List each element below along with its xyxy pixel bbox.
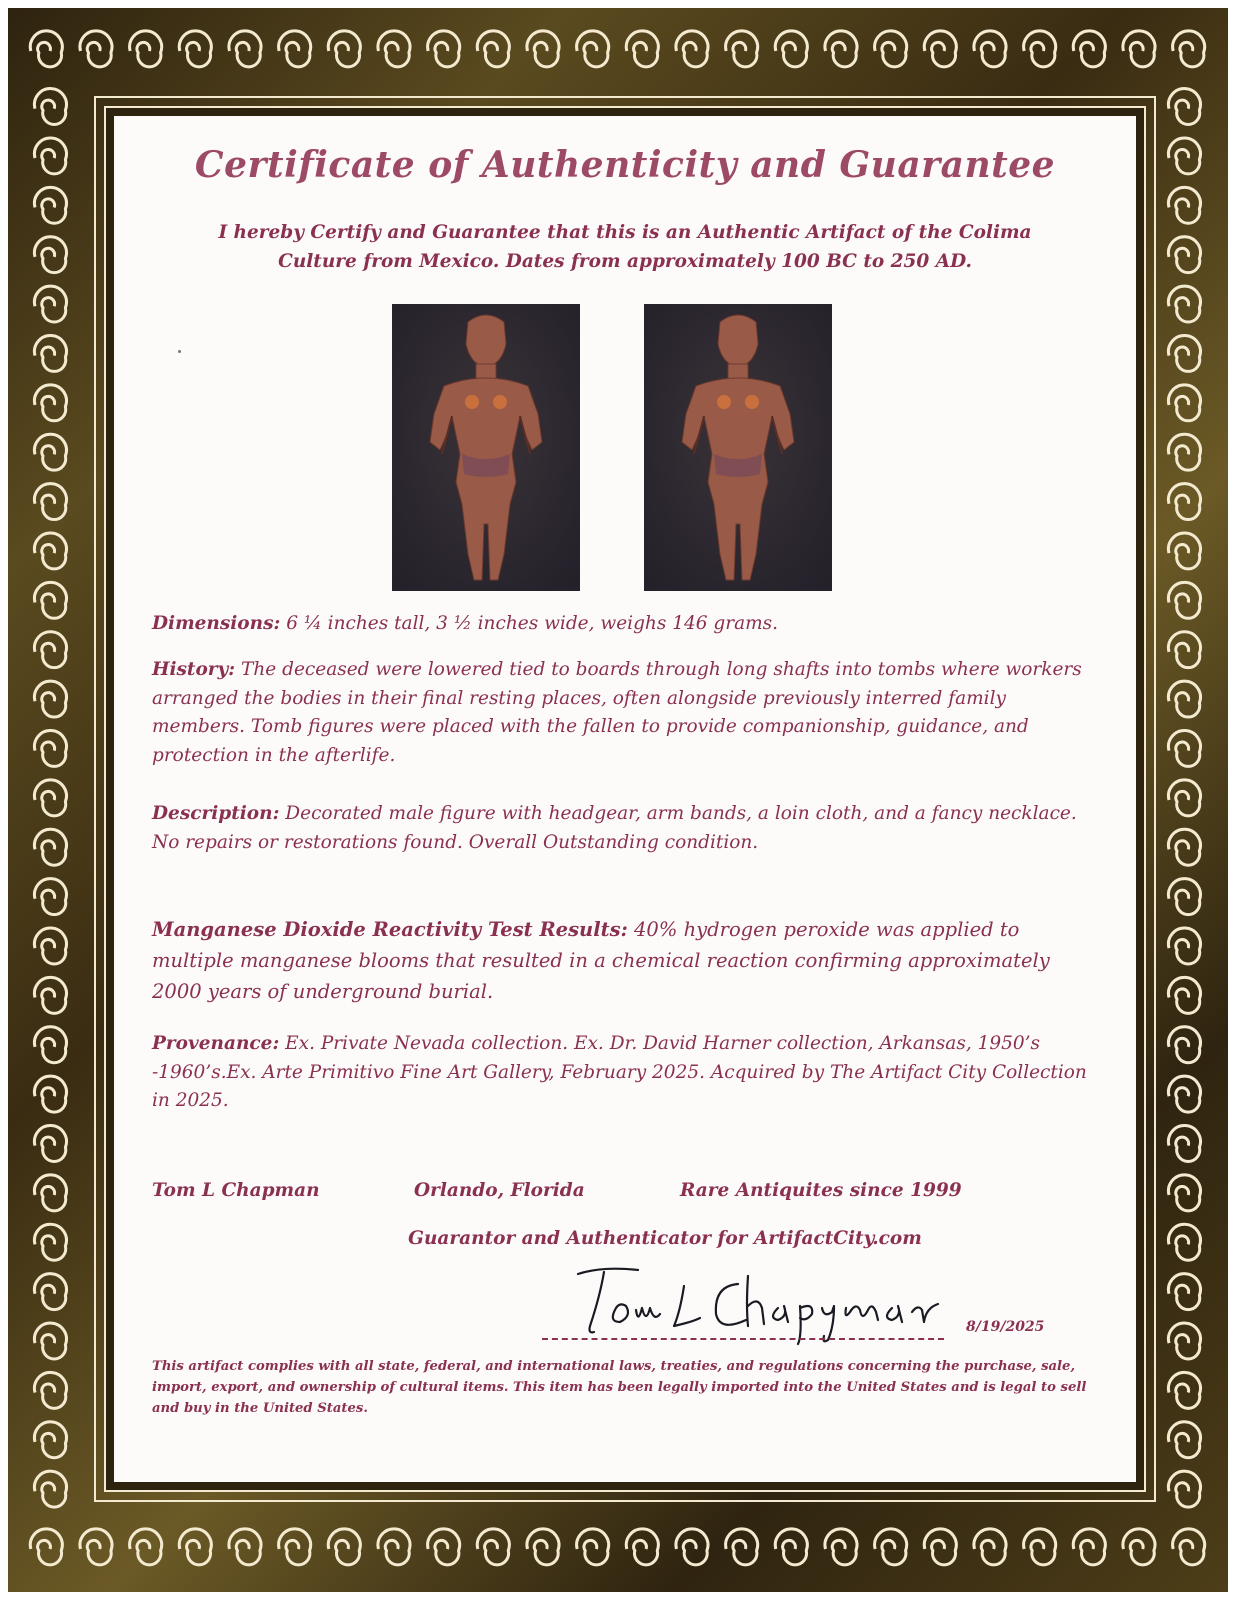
- wave-spiral: [30, 1529, 62, 1565]
- description-paragraph: [152, 800, 1088, 857]
- wave-pattern-right: [1152, 84, 1218, 1516]
- legal-compliance-notice: This artifact complies with all state, federal, and international laws, treaties, and regulations concerning the purchase, sale, import, export, and ownership of cultural items. This item has been legally imported into the United States and is legal to sell and buy in the United States.: [152, 1359, 1087, 1416]
- wave-spiral: [1168, 237, 1200, 273]
- wave-spiral: [1168, 1175, 1200, 1211]
- signer-name: Tom L Chapman: [152, 1180, 320, 1201]
- manganese-test-label: Manganese Dioxide Reactivity Test Results:: [152, 918, 628, 941]
- wave-spiral: [34, 484, 66, 520]
- wave-spiral: [1168, 977, 1200, 1013]
- wave-spiral: [1024, 1529, 1056, 1565]
- artifact-photo: [644, 304, 832, 591]
- wave-spiral: [676, 1529, 708, 1565]
- wave-spiral: [1168, 286, 1200, 322]
- wave-spiral: [34, 879, 66, 915]
- wave-spiral: [34, 780, 66, 816]
- wave-spiral: [1168, 681, 1200, 717]
- wave-spiral: [1168, 1076, 1200, 1112]
- wave-spiral: [34, 533, 66, 569]
- wave-spiral: [775, 31, 807, 67]
- wave-spiral: [34, 1076, 66, 1112]
- wave-spiral: [1173, 31, 1205, 67]
- wave-spiral: [1168, 335, 1200, 371]
- description-label: Description:: [152, 803, 280, 824]
- wave-spiral: [34, 730, 66, 766]
- intro-statement: [134, 218, 1116, 276]
- certificate-page: [114, 116, 1136, 1482]
- wave-spiral: [34, 187, 66, 223]
- wave-spiral: [1168, 1471, 1200, 1507]
- wave-spiral: [34, 681, 66, 717]
- wave-spiral: [34, 237, 66, 273]
- wave-spiral: [279, 31, 311, 67]
- wave-spiral: [34, 1274, 66, 1310]
- wave-spiral: [1073, 31, 1105, 67]
- wave-spiral: [378, 31, 410, 67]
- provenance-paragraph: [152, 1030, 1088, 1116]
- wave-spiral: [378, 1529, 410, 1565]
- wave-spiral: [34, 1372, 66, 1408]
- manganese-test-paragraph: [152, 914, 1088, 1007]
- wave-spiral: [875, 1529, 907, 1565]
- intro-line: I hereby Certify and Guarantee that this is an Authentic Artifact of the Colima: [218, 222, 1032, 243]
- wave-pattern-top: [22, 18, 1214, 84]
- wave-spiral: [34, 1422, 66, 1458]
- wave-spiral: [34, 928, 66, 964]
- wave-spiral: [428, 1529, 460, 1565]
- intro-line: Culture from Mexico. Dates from approximately 100 BC to 250 AD.: [278, 251, 972, 272]
- wave-spiral: [34, 632, 66, 668]
- wave-spiral: [1168, 138, 1200, 174]
- wave-spiral: [179, 31, 211, 67]
- wave-spiral: [1168, 1422, 1200, 1458]
- wave-spiral: [477, 1529, 509, 1565]
- signature-line: [542, 1338, 944, 1340]
- dimensions-paragraph: [152, 610, 1088, 639]
- wave-spiral: [179, 1529, 211, 1565]
- wave-spiral: [924, 31, 956, 67]
- wave-spiral: [825, 1529, 857, 1565]
- wave-spiral: [974, 1529, 1006, 1565]
- wave-spiral: [974, 31, 1006, 67]
- scan-speck: [178, 350, 181, 353]
- history-text: The deceased were lowered tied to boards through long shafts into tombs where workers arranged the bodies in their final resting places, often alongside previously interred family members. Tomb figures were placed with the fallen to provide companionship, guidance, and protection in the afterlife.: [152, 659, 1082, 766]
- dimensions-label: Dimensions:: [152, 613, 281, 634]
- wave-spiral: [428, 31, 460, 67]
- wave-spiral: [229, 1529, 261, 1565]
- wave-spiral: [1123, 1529, 1155, 1565]
- wave-spiral: [1168, 1027, 1200, 1063]
- wave-spiral: [1168, 89, 1200, 125]
- provenance-text: Ex. Private Nevada collection. Ex. Dr. David Harner collection, Arkansas, 1950’s -1960’s.Ex. Arte Primitivo Fine Art Gallery, February 2025. Acquired by The Artifact City Collection in 2025.: [152, 1033, 1087, 1111]
- certificate-title: Certificate of Authenticity and Guarantee: [194, 144, 1056, 186]
- wave-spiral: [577, 1529, 609, 1565]
- wave-spiral: [1168, 187, 1200, 223]
- wave-spiral: [34, 1224, 66, 1260]
- wave-spiral: [34, 1323, 66, 1359]
- signer-since: Rare Antiquites since 1999: [680, 1180, 962, 1201]
- wave-pattern-bottom: [22, 1516, 1214, 1582]
- wave-spiral: [1168, 632, 1200, 668]
- figurine-photo-icon: [644, 304, 832, 591]
- wave-spiral: [1168, 1274, 1200, 1310]
- wave-spiral: [477, 31, 509, 67]
- wave-spiral: [527, 1529, 559, 1565]
- wave-spiral: [676, 31, 708, 67]
- provenance-label: Provenance:: [152, 1033, 280, 1054]
- wave-spiral: [924, 1529, 956, 1565]
- wave-spiral: [1173, 1529, 1205, 1565]
- wave-spiral: [1168, 484, 1200, 520]
- wave-spiral: [577, 31, 609, 67]
- wave-spiral: [1168, 385, 1200, 421]
- wave-spiral: [80, 1529, 112, 1565]
- wave-spiral: [34, 89, 66, 125]
- wave-spiral: [1168, 533, 1200, 569]
- wave-spiral: [34, 335, 66, 371]
- wave-spiral: [1168, 829, 1200, 865]
- wave-spiral: [130, 1529, 162, 1565]
- handwritten-signature: [542, 1256, 962, 1346]
- signature-date: 8/19/2025: [966, 1319, 1045, 1335]
- wave-spiral: [34, 977, 66, 1013]
- wave-spiral: [1073, 1529, 1105, 1565]
- wave-spiral: [1168, 780, 1200, 816]
- wave-spiral: [34, 434, 66, 470]
- artifact-photo: [392, 304, 580, 591]
- wave-spiral: [34, 1027, 66, 1063]
- wave-spiral: [626, 1529, 658, 1565]
- wave-spiral: [229, 31, 261, 67]
- wave-spiral: [775, 1529, 807, 1565]
- wave-spiral: [1168, 1224, 1200, 1260]
- guarantor-role: Guarantor and Authenticator for ArtifactCity.com: [408, 1228, 922, 1249]
- wave-spiral: [1168, 730, 1200, 766]
- wave-spiral: [1168, 1372, 1200, 1408]
- wave-spiral: [130, 31, 162, 67]
- wave-spiral: [1168, 879, 1200, 915]
- wave-spiral: [626, 31, 658, 67]
- wave-spiral: [1123, 31, 1155, 67]
- manganese-test-text: 40% hydrogen peroxide was applied to multiple manganese blooms that resulted in a chemical reaction confirming approximately 2000 years of underground burial.: [152, 918, 1050, 1003]
- wave-spiral: [1168, 582, 1200, 618]
- wave-spiral: [34, 385, 66, 421]
- wave-spiral: [279, 1529, 311, 1565]
- figurine-photo-icon: [392, 304, 580, 591]
- wave-spiral: [1168, 1126, 1200, 1162]
- wave-spiral: [34, 829, 66, 865]
- wave-spiral: [34, 138, 66, 174]
- wave-pattern-left: [18, 84, 84, 1516]
- wave-spiral: [1024, 31, 1056, 67]
- wave-spiral: [825, 31, 857, 67]
- wave-spiral: [527, 31, 559, 67]
- history-paragraph: [152, 656, 1088, 770]
- wave-spiral: [34, 582, 66, 618]
- history-label: History:: [152, 659, 236, 680]
- wave-spiral: [726, 1529, 758, 1565]
- wave-spiral: [1168, 1323, 1200, 1359]
- ornamental-border: [8, 8, 1228, 1592]
- wave-spiral: [34, 286, 66, 322]
- dimensions-text: 6 ¼ inches tall, 3 ½ inches wide, weighs 146 grams.: [280, 613, 779, 634]
- wave-spiral: [1168, 928, 1200, 964]
- wave-spiral: [30, 31, 62, 67]
- wave-spiral: [328, 1529, 360, 1565]
- wave-spiral: [726, 31, 758, 67]
- wave-spiral: [80, 31, 112, 67]
- signer-city: Orlando, Florida: [414, 1180, 585, 1201]
- wave-spiral: [328, 31, 360, 67]
- wave-spiral: [1168, 434, 1200, 470]
- wave-spiral: [34, 1126, 66, 1162]
- wave-spiral: [34, 1471, 66, 1507]
- wave-spiral: [875, 31, 907, 67]
- wave-spiral: [34, 1175, 66, 1211]
- description-text: Decorated male figure with headgear, arm bands, a loin cloth, and a fancy necklace. No repairs or restorations found. Overall Outstanding condition.: [152, 803, 1077, 853]
